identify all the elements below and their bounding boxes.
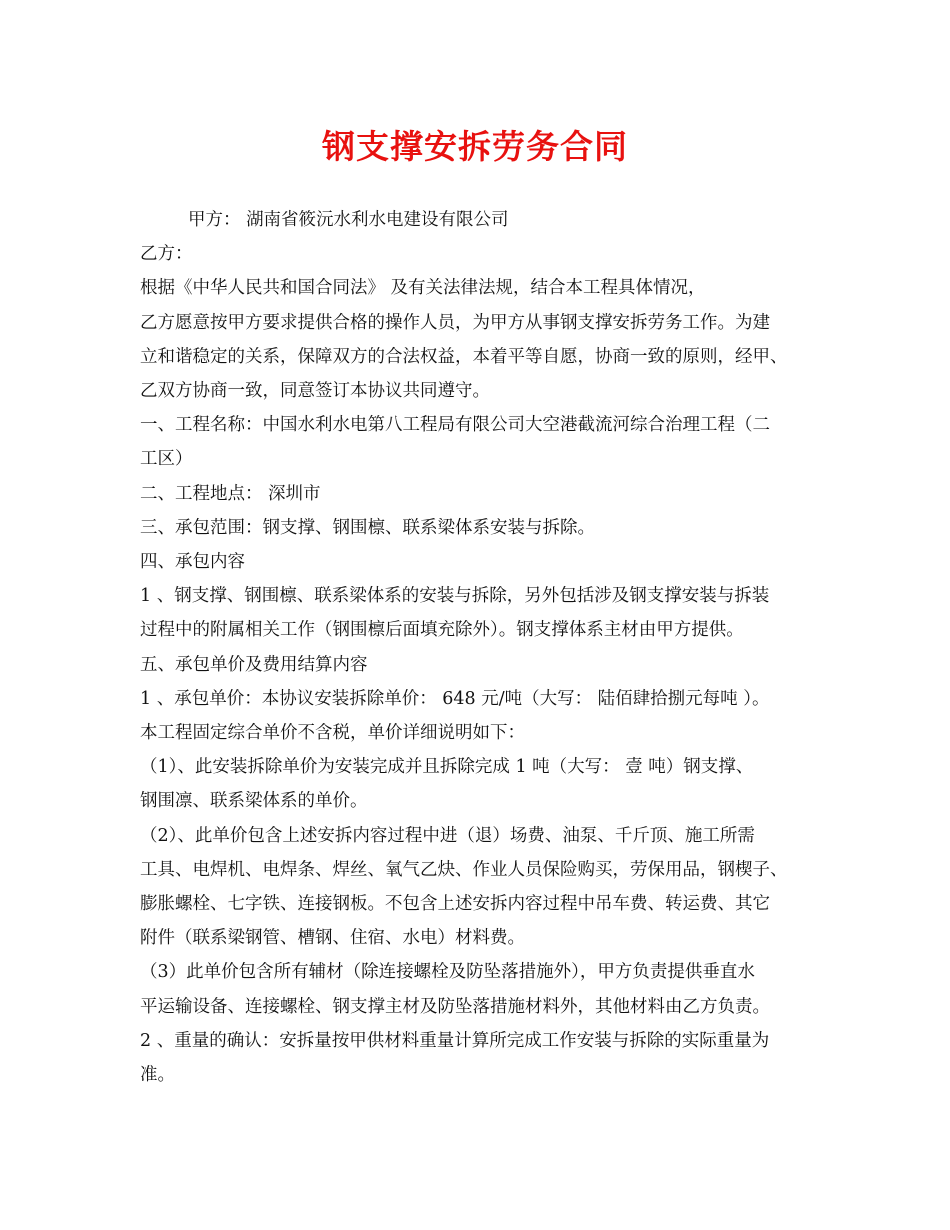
party-b-line: 乙方： [140,244,193,265]
body-line: 1 、钢支撑、钢围檩、联系梁体系的安装与拆除，另外包括涉及钢支撑安装与拆装 [140,586,770,607]
body-line: 膨胀螺栓、七字铁、连接钢板。不包含上述安拆内容过程中吊车费、转运费、其它 [140,894,770,914]
body-line: （3）此单价包含所有辅材（除连接螺栓及防坠落措施外），甲方负责提供垂直水 [140,962,755,983]
body-line: 二、工程地点： 深圳市 [140,483,321,504]
body-line: 过程中的附属相关工作（钢围檩后面填充除外）。钢支撑体系主材由甲方提供。 [140,620,744,641]
body-line: 本工程固定综合单价不含税，单价详细说明如下： [140,723,525,743]
body-line: 平运输设备、连接螺栓、钢支撑主材及防坠落措施材料外，其他材料由乙方负责。 [140,996,770,1017]
body-line: （1）、此安装拆除单价为安装完成并且拆除完成 1 吨（大写： 壹 吨）钢支撑、 [140,757,754,778]
body-line: 工区） [140,449,193,470]
document-title: 钢支撑安拆劳务合同 [322,127,628,166]
body-line: 立和谐稳定的关系，保障双方的合法权益，本着平等自愿，协商一致的原则，经甲、 [140,346,788,367]
body-line: 根据《中华人民共和国合同法》 及有关法律法规，结合本工程具体情况， [140,278,706,299]
body-line: 准。 [140,1065,175,1085]
body-line: 1 、承包单价：本协议安装拆除单价： 648 元/吨（大写： 陆佰肆拾捌元每吨 ）。 [140,688,770,709]
body-line: 乙方愿意按甲方要求提供合格的操作人员，为甲方从事钢支撑安拆劳务工作。为建 [140,312,770,333]
body-line: 一、工程名称：中国水利水电第八工程局有限公司大空港截流河综合治理工程（二 [140,415,770,436]
party-a-line: 甲方： 湖南省筱沅水利水电建设有限公司 [188,210,509,230]
body-line: 三、承包范围：钢支撑、钢围檩、联系梁体系安装与拆除。 [140,517,595,538]
body-line: 五、承包单价及费用结算内容 [140,654,368,675]
body-line: 附件（联系梁钢管、槽钢、住宿、水电）材料费。 [140,928,525,949]
body-line: （2）、此单价包含上述安拆内容过程中进（退）场费、油泵、千斤顶、施工所需 [140,825,755,846]
body-line: 2 、重量的确认：安拆量按甲供材料重量计算所完成工作安装与拆除的实际重量为 [140,1030,770,1051]
body-line: 钢围凛、联系梁体系的单价。 [140,791,368,812]
body-line: 工具、电焊机、电焊条、焊丝、氧气乙炔、作业人员保险购买，劳保用品，钢楔子、 [140,859,788,880]
body-line: 乙双方协商一致，同意签订本协议共同遵守。 [140,381,490,401]
body-line: 四、承包内容 [140,552,245,572]
